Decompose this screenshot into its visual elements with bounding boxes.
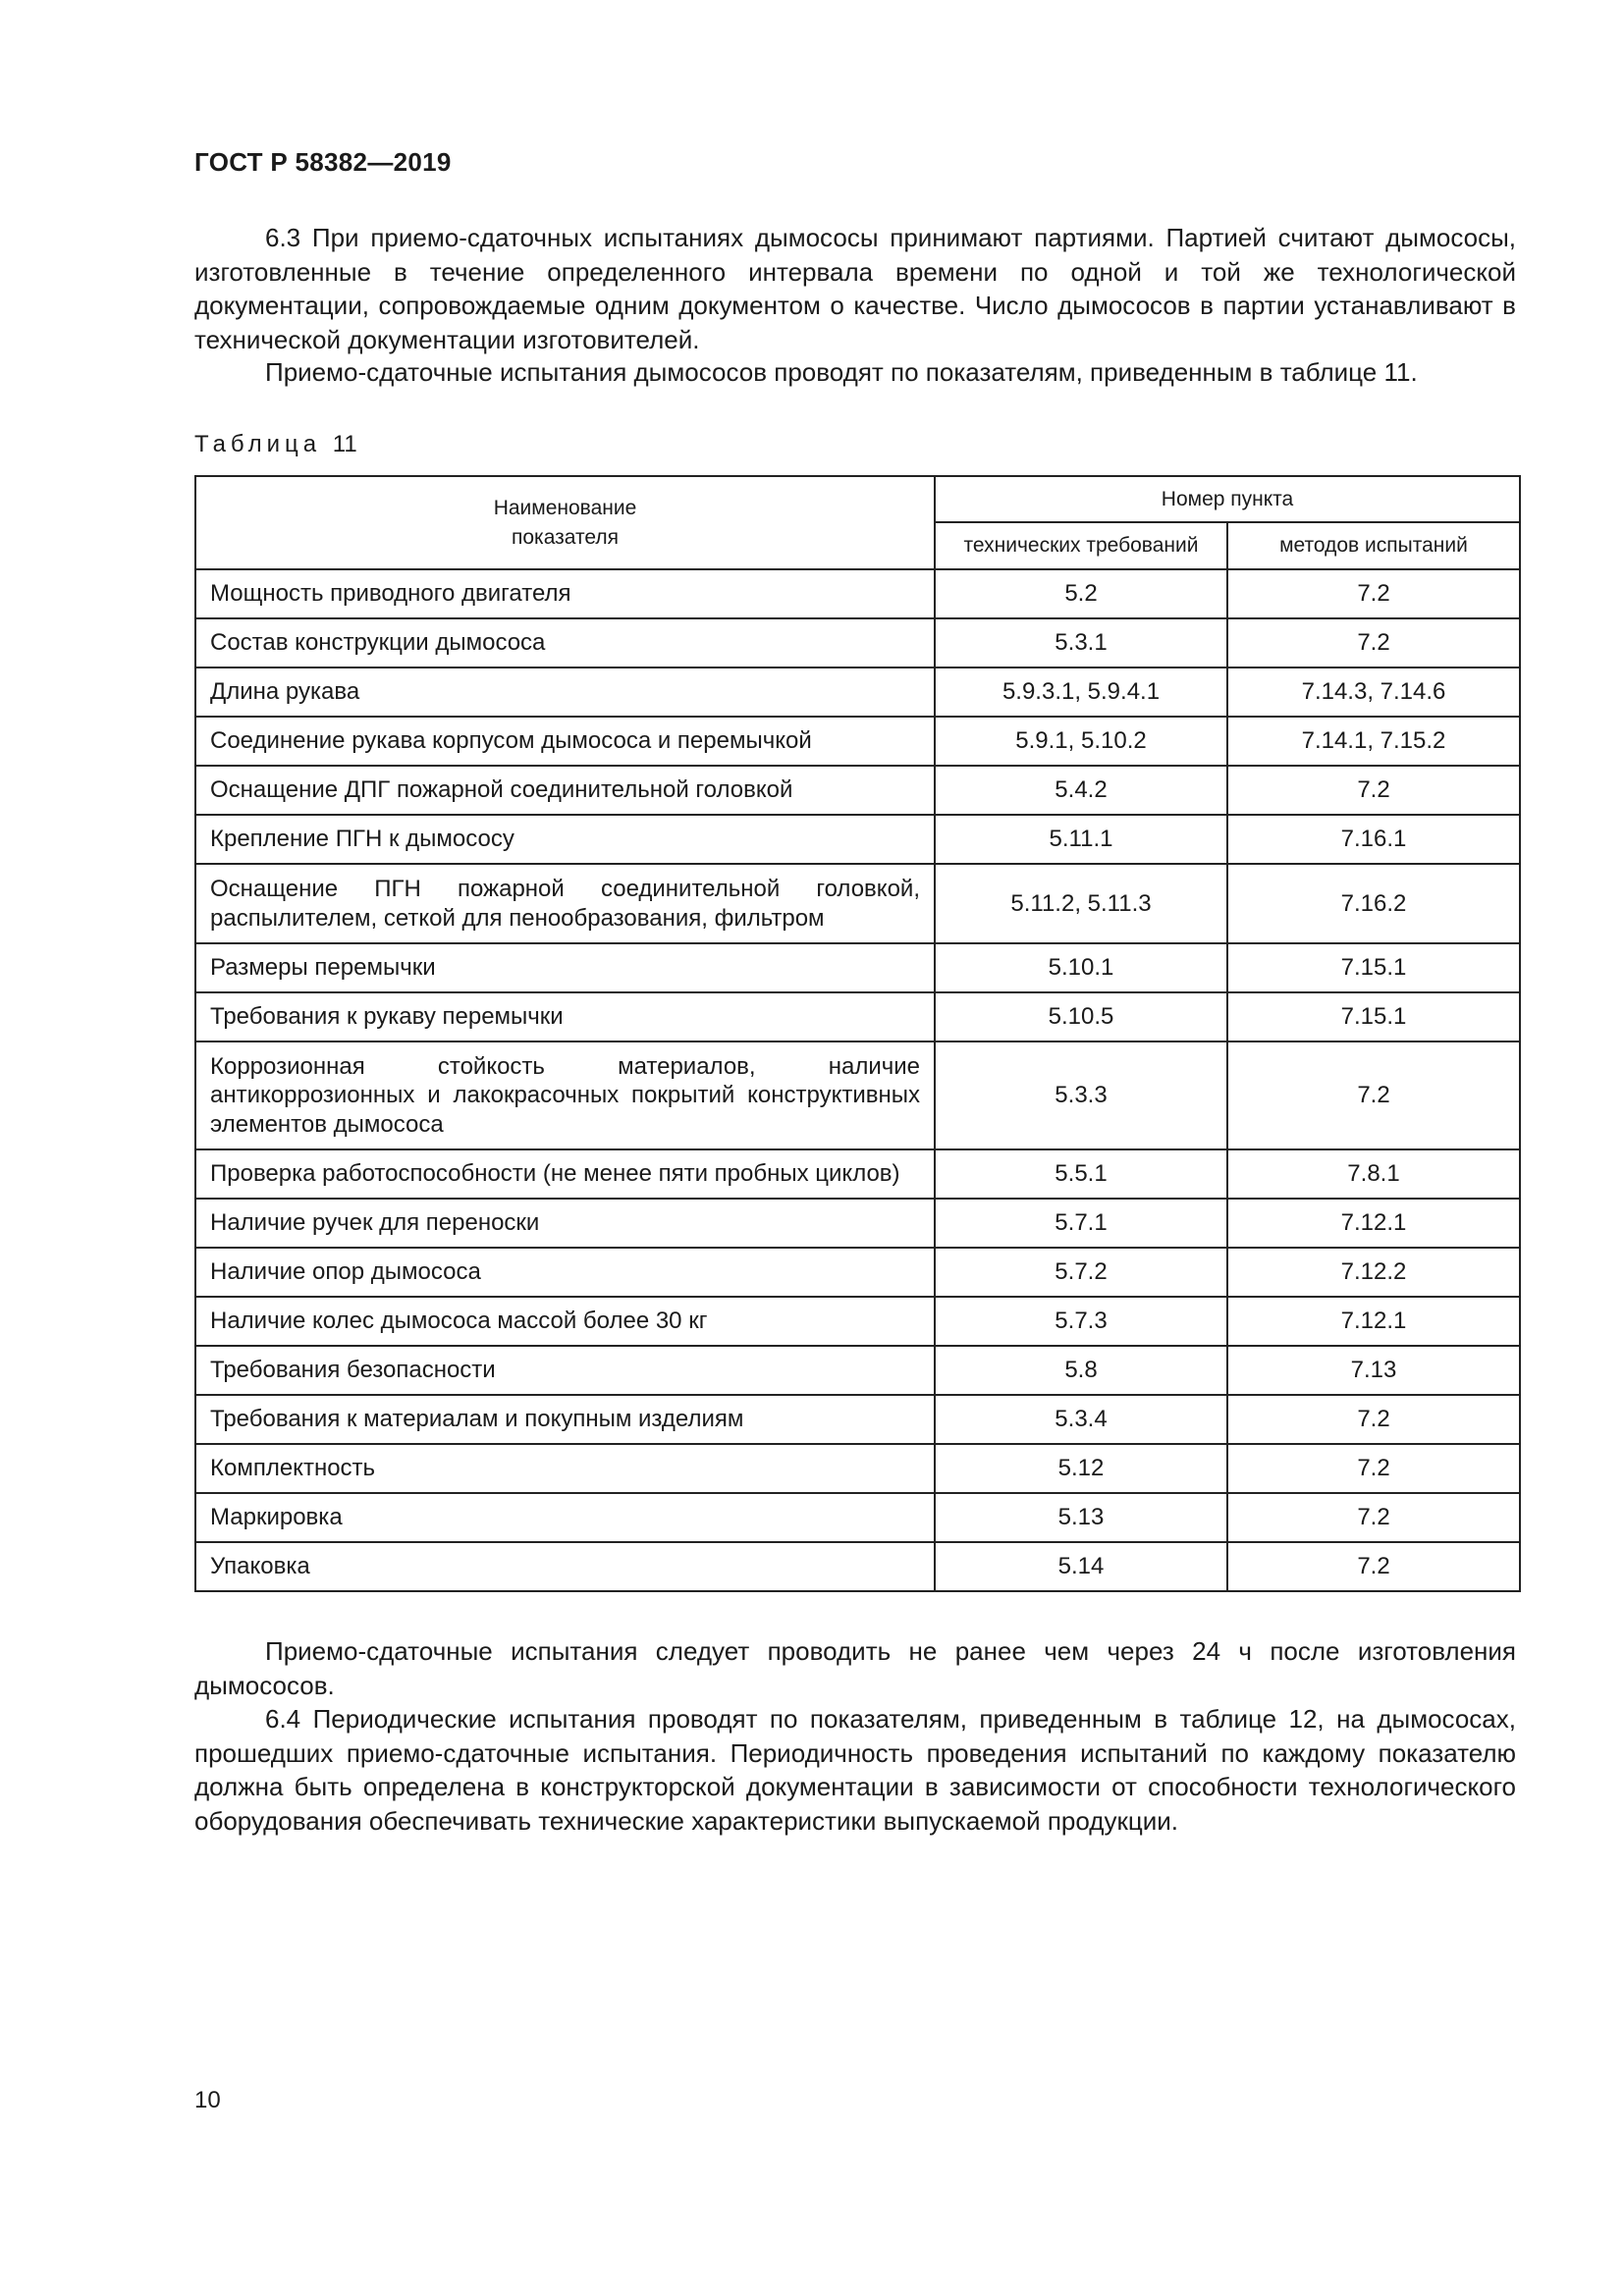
- table-row: [195, 1346, 1520, 1395]
- row-tech-clause: 5.3.4: [935, 1395, 1227, 1444]
- row-method-clause: 7.2: [1227, 618, 1520, 667]
- row-name: Коррозионная стойкость материалов, наличие антикоррозионных и лакокрасочных покрытий конструктивных элементов дымососа: [195, 1041, 935, 1149]
- table-11: [194, 475, 1521, 1592]
- row-tech-clause: 5.4.2: [935, 766, 1227, 815]
- table-row: [195, 1149, 1520, 1199]
- row-name: Маркировка: [195, 1493, 935, 1542]
- row-method-clause: 7.14.1, 7.15.2: [1227, 717, 1520, 766]
- row-name: Комплектность: [195, 1444, 935, 1493]
- table-row: [195, 618, 1520, 667]
- row-name: Требования к рукаву перемычки: [195, 992, 935, 1041]
- row-method-clause: 7.2: [1227, 1444, 1520, 1493]
- row-tech-clause: 5.5.1: [935, 1149, 1227, 1199]
- paragraph-6-4: 6.4 Периодические испытания проводят по показателям, приведенным в таблице 12, на дымососах, прошедших приемо-сдаточные испытания. Периодичность проведения испытаний по каждому показателю должна быть определена в конструкторской документации в зависимости от способности технологического оборудования обеспечивать технические характеристики выпускаемой продукции.: [194, 1704, 1516, 1836]
- row-name: Размеры перемычки: [195, 943, 935, 992]
- row-tech-clause: 5.11.2, 5.11.3: [935, 864, 1227, 943]
- page-number: 10: [194, 2087, 221, 2113]
- row-name: Наличие колес дымососа массой более 30 кг: [195, 1297, 935, 1346]
- row-name: Крепление ПГН к дымососу: [195, 815, 935, 864]
- table-row: [195, 1493, 1520, 1542]
- row-tech-clause: 5.7.2: [935, 1248, 1227, 1297]
- row-name: Упаковка: [195, 1542, 935, 1591]
- row-method-clause: 7.2: [1227, 1493, 1520, 1542]
- table-row: [195, 1248, 1520, 1297]
- row-tech-clause: 5.8: [935, 1346, 1227, 1395]
- header-indicator-name: [195, 476, 935, 569]
- table-caption: [194, 431, 357, 458]
- row-method-clause: 7.2: [1227, 766, 1520, 815]
- paragraph-6-3: 6.3 При приемо-сдаточных испытаниях дымососы принимают партиями. Партией считают дымососы, изготовленные в течение определенного интервала времени по одной и той же технологической документации, сопровождаемые одним документом о качестве. Число дымососов в партии устанавливают в технической документации изготовителей.: [194, 223, 1516, 354]
- table-row: [195, 1199, 1520, 1248]
- row-name: Требования безопасности: [195, 1346, 935, 1395]
- row-method-clause: 7.15.1: [1227, 943, 1520, 992]
- row-method-clause: 7.16.1: [1227, 815, 1520, 864]
- table-caption-number: 11: [332, 431, 357, 457]
- row-tech-clause: 5.9.3.1, 5.9.4.1: [935, 667, 1227, 717]
- table-row: [195, 569, 1520, 618]
- row-tech-clause: 5.10.5: [935, 992, 1227, 1041]
- table-row: [195, 1297, 1520, 1346]
- row-tech-clause: 5.14: [935, 1542, 1227, 1591]
- row-name: Соединение рукава корпусом дымососа и перемычкой: [195, 717, 935, 766]
- row-method-clause: 7.13: [1227, 1346, 1520, 1395]
- table-row: [195, 992, 1520, 1041]
- row-tech-clause: 5.3.1: [935, 618, 1227, 667]
- header-clause-number: Номер пункта: [935, 476, 1520, 522]
- row-method-clause: 7.15.1: [1227, 992, 1520, 1041]
- row-tech-clause: 5.2: [935, 569, 1227, 618]
- table-row: [195, 1041, 1520, 1149]
- row-name: Оснащение ДПГ пожарной соединительной головкой: [195, 766, 935, 815]
- header-technical-requirements: технических требований: [935, 522, 1227, 569]
- row-tech-clause: 5.7.3: [935, 1297, 1227, 1346]
- row-name: Оснащение ПГН пожарной соединительной головкой, распылителем, сеткой для пенообразования, фильтром: [195, 864, 935, 943]
- row-method-clause: 7.16.2: [1227, 864, 1520, 943]
- row-method-clause: 7.8.1: [1227, 1149, 1520, 1199]
- row-name: Наличие опор дымососа: [195, 1248, 935, 1297]
- row-method-clause: 7.2: [1227, 569, 1520, 618]
- row-tech-clause: 5.10.1: [935, 943, 1227, 992]
- table-row: [195, 815, 1520, 864]
- row-method-clause: 7.2: [1227, 1041, 1520, 1149]
- table-row: [195, 766, 1520, 815]
- header-test-methods: методов испытаний: [1227, 522, 1520, 569]
- table-row: [195, 667, 1520, 717]
- row-name: Состав конструкции дымососа: [195, 618, 935, 667]
- row-tech-clause: 5.13: [935, 1493, 1227, 1542]
- row-tech-clause: 5.12: [935, 1444, 1227, 1493]
- row-method-clause: 7.12.2: [1227, 1248, 1520, 1297]
- row-method-clause: 7.12.1: [1227, 1199, 1520, 1248]
- row-name: Мощность приводного двигателя: [195, 569, 935, 618]
- row-method-clause: 7.12.1: [1227, 1297, 1520, 1346]
- header-indicator-name-line2: показателя: [512, 525, 619, 549]
- row-name: Проверка работоспособности (не менее пяти пробных циклов): [195, 1149, 935, 1199]
- table-row: [195, 1444, 1520, 1493]
- row-tech-clause: 5.7.1: [935, 1199, 1227, 1248]
- table-caption-word: Таблица: [194, 431, 322, 457]
- table-row: [195, 943, 1520, 992]
- row-tech-clause: 5.11.1: [935, 815, 1227, 864]
- table-row: [195, 717, 1520, 766]
- row-method-clause: 7.2: [1227, 1542, 1520, 1591]
- row-tech-clause: 5.9.1, 5.10.2: [935, 717, 1227, 766]
- row-tech-clause: 5.3.3: [935, 1041, 1227, 1149]
- table-row: [195, 864, 1520, 943]
- row-method-clause: 7.14.3, 7.14.6: [1227, 667, 1520, 717]
- row-method-clause: 7.2: [1227, 1395, 1520, 1444]
- table-row: [195, 1542, 1520, 1591]
- row-name: Наличие ручек для переноски: [195, 1199, 935, 1248]
- row-name: Длина рукава: [195, 667, 935, 717]
- paragraph-timing-note: Приемо-сдаточные испытания следует проводить не ранее чем через 24 ч после изготовления дымососов.: [194, 1636, 1516, 1700]
- row-name: Требования к материалам и покупным изделиям: [195, 1395, 935, 1444]
- header-indicator-name-line1: Наименование: [493, 497, 637, 519]
- table-row: [195, 1395, 1520, 1444]
- paragraph-table-intro: Приемо-сдаточные испытания дымососов проводят по показателям, приведенным в таблице 11.: [265, 357, 1418, 387]
- document-standard-title: ГОСТ Р 58382—2019: [194, 147, 452, 177]
